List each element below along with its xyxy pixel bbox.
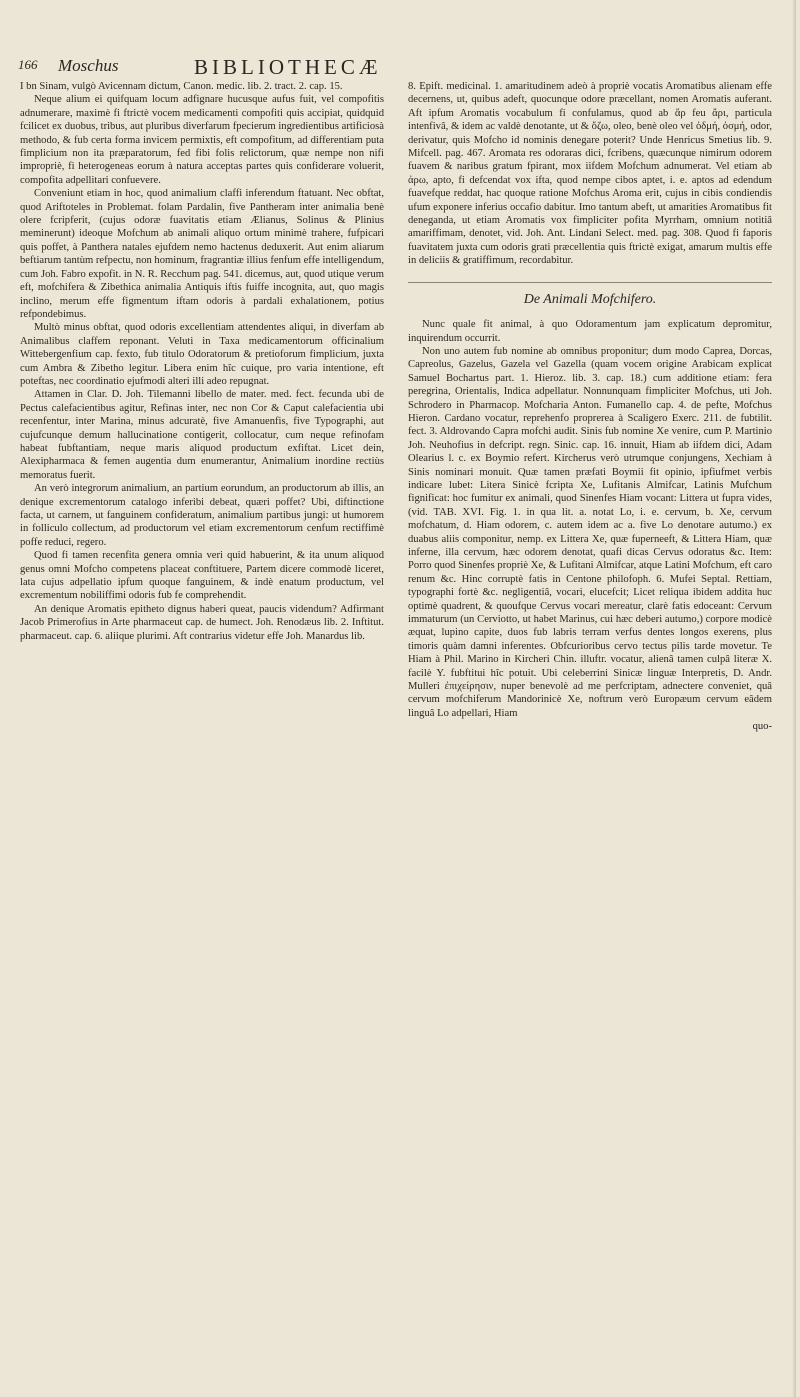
paragraph: Nunc quale fit animal, à quo Odoramentum jam explicatum depromitur, inquirendum occurrit. <box>408 319 772 344</box>
paragraph: I bn Sinam, vulgò Avicennam dictum, Canon. medic. lib. 2. tract. 2. cap. 15. <box>20 81 343 92</box>
catchword: quo- <box>752 721 772 733</box>
page-edge <box>792 0 796 1397</box>
paragraph: Non uno autem fub nomine ab omnibus proponitur; dum modo Caprea, Dorcas, Capreolus, Gazelus, Gazela vel Gazella (quam vocem origine Arabicam explicat Samuel Bochartus part. 1. Hieroz. lib. 3. cap. 18.) cum additione etiam: fera peregrina, Orientalis, Indica adpellatur. Nonnunquam fimpliciter Mofchus, uti Joh. Schrodero in Pharmacop. Mofcharia Anton. Fumanello cap. 4. de pefte, Mofchus Hieron. Cardano vocatur, reprehenfo proprerea à Scaligero Exerc. 211. de fubtilit. fect. 3. Aldrovando Capra mofchi audit. Sinis fub nomine Xe venire, cum P. Martinio Joh. Neuhofius in defcript. regn. Sinic. cap. 16. innuit, Hiam ab iifdem dici, Adam Olearius l. c. ex Boymio refert. Kircherus verò utrumque conjungens, Xechiam à Sinis nominari monuit. Quæ tamen præfati Boymii fit opinio, ipfiufmet verbis indicare lubet: Litera Sinicè fcripta Xe, Lufitanis Almifcar, Latinis Mufchum fignificat: hoc fumitur ex animali, quod Sinenfes Hiam vocant: Littera ut fupra vides, (vid. TAB. XVI. Fig. 1. in qua lit. a. notat Lo, i. e. cervum, b. Xe, cervum mofchatum, d. Hiam odorem, c. autem idem ac a. five Lo denotare autumo.) ex duabus aliis componitur, nemp. ex Littera Xe, quæ fuperneeft, & Littera Hiam, quæ inferne, illa cervum, hæc odorem denotat, quafi dicas Cervus odoratus &c. Item: Porro quod Sinenfes propriè Xe, & Lufitani Almifcar, atque Latini Mofchum, eft caro renum &c. Hinc corruptè fatis in Centone philofoph. 6. Mufei Septal. Rettiam, typographi fortè &c. negligentiâ, vocari, elucefcit; Licet reliqua ibidem addita huc optimè quadrent, & quoufque Cervus vocari mereatur, clarè fatis edoceant: Cervum immaturum (un Cerviotto, ut habet Marinus, cui hæc deberi autumo,) corpore modicè æquat, lupino capite, duos fub labris terram verfus dentes longos exerens, plus timoris quàm damni inferentes. Obfcurioribus cervo tectus pilis tarde movetur. Te Hiam à Phil. Marino in Kircheri Chin. illuftr. vocatur, alienâ tamen culpâ literæ X. facilè Y. fubftitui hîc potuit. Ubi celeberrini Sinicæ linguæ Interpretis, D. Andr. Mulleri ἐπιχείρησιν, nuper benevolè ad me perfcriptam, adnectere conveniet, quâ cervum mofchiferum Mandorinicè Xe, noftrum verò Europæum cervum eâdem linguâ Lo adpellari, Hiam <box>408 345 772 719</box>
running-word: Moschus <box>58 56 119 75</box>
paragraph: An verò integrorum animalium, an partium eorundum, an productorum ab illis, an denique excrementorum catalogo inferibi debeat, quæri poffet? Ubi, diftinctione facta, ut carnem, ut fanguinem confideratum, animalium partibus jungi: ut humorem in folliculo collectum, ad productorum vel etiam excrementorum cenfum rectiffimè poffe reduci, regero. <box>20 483 384 548</box>
paragraph: An denique Aromatis epitheto dignus haberi queat, paucis videndum? Adfirmant Jacob Primerofius in Arte pharmaceut cap. de humect. Joh. Renodæus lib. 2. Inftitut. pharmaceut. cap. 6. aliique plurimi. Aft contrarius videtur effe Joh. Manardus lib. <box>20 603 384 642</box>
paragraph: 8. Epift. medicinal. 1. amaritudinem adeò à propriè vocatis Aromatibus alienam effe decernens, ut, quibus adeft, quocunque odore præcellant, nomen Aromatis auferant. Aft ipfum Aromatis vocabulum fi confulamus, quod ab ἄρ feu ἄρι, particula intenfivâ, & idem ac valdè denotante, ut & ὄζω, oleo, benè oleo vel ὀδμή, ὀσμή, odor, derivatur, quis Mofcho id nominis denegare poterit? Unde Henricus Smetius lib. 9. Mifcell. pag. 467. Aromata res odoraras dici, fcribens, quæcunque nimirum odorem fuavem & naribus gratum fpirant, mox iifdem Mofchum adnumerat. Vel etiam ab ἀρω, apto, fi defcendat vox ifta, quod nempe cibos aptet, i. e. aptos ad edendum fuavefque reddat, hac quoque ratione Mofchus Aroma erit, cujus in cibis condiendis ufum exponere inferius occafio dabitur. Imo tantum abeft, ut amarities Aromatibus fit deneganda, ut etiam Aromatis vox fimpliciter pofita Myrrham, omnium notitiâ amariffimam, denotet, vid. Joh. Ant. Lindani Select. med. pag. 308. Quod fi faporis fuavitatem juxta cum odoris grati præcellentia quis ftrictè exigat, amarum multis effe in deliciis & gratiffimum, recordabitur. <box>408 81 772 267</box>
paragraph: Conveniunt etiam in hoc, quod animalium claffi inferendum ftatuant. Nec obftat, quod Ariftoteles in Problemat. folam Pardalin, five Pantheram inter animalia benè olere fcripferit, (cujus odoræ fuavitatis etiam Ælianus, Solinus & Plinius meminerunt) ideoque Mofchum ab animali aliquo ortum minimè trahere, fufpicari quis poffet, à Panthera natales ejufdem nemo hactenus deduxerit. Aut enim aliarum beftiarum tantùm refpectu, non hominum, fragrantiæ illius fenfum effe intelligendum, cum Joh. Fabro expofit. in N. R. Recchum pag. 541. dicemus, aut, quod utique verum eft, mofchifera & Zibethica animalia Antiquis iftis fuiffe incognita, aut, quo magis inclino, merum effe figmentum iftam odoris à pardali exhalationem, potius refpondebimus. <box>20 188 385 320</box>
paragraph: Quod fi tamen recenfita genera omnia veri quid habuerint, & ita unum aliquod genus omni Mofcho competens placeat conftituere, Partem dicere commodè liceret, lata cujus adpellatio ipfum quoque fanguinem, & indè enatum productum, vel excrementum nobiliffimi odoris fub fe comprehendit. <box>20 550 384 602</box>
left-column <box>20 80 384 643</box>
page-number: 166 <box>18 57 38 72</box>
right-column <box>408 80 772 734</box>
paragraph: Attamen in Clar. D. Joh. Tilemanni libello de mater. med. fect. fecunda ubi de Pectus calefacientibus agitur, Refinas inter, nec non Cor & Caput calefacientia ubi recenfentur, inter Marina, minus adcuratè, five Amanuenfis, five Typographi, aut cujufcunque demum hallucinatione contigerit, collocatur, cum neque refinofam habeat fubftantiam, neque maris aliquod productum exfiftat. Licet dein, Alexipharmaca & femen augentia dum enumerantur, Animalium inordine rectiùs memoratus fuerit. <box>20 389 384 481</box>
section-title: De Animali Mofchifero. <box>408 282 772 306</box>
running-title: BIBLIOTHECÆ <box>194 55 382 79</box>
paragraph: Neque alium ei quifquam locum adfignare hucusque aufus fuit, vel compofitis adnumerare, maximè fi ftrictè vocem medicamenti compofiti quis accipiat, quidquid fcilicet ex duobus, tribus, aut pluribus diverfarum fpecierum ingredientibus artificiosà methodo, & fub certa forma invicem permixtis, eft compofitum, ad differentiam puta fimplicium non ita præparatorum, fed fibi folis relictorum, quæ nempe non nifi impropriè, fi heterogeneas eorum à natura acceptas partes quis confiderare voluerit, compofita adpellitari confuevere. <box>20 94 384 186</box>
paragraph: Multò minus obftat, quod odoris excellentiam attendentes aliqui, in diverfam ab Animalibus claffem reponant. Veluti in Taxa medicamentorum officinalium Wittebergenfium cap. fexto, fub titulo Odoratorum & pretioforum fimplicium, juxta cum Ambra & Zibetho legitur. Libera enim hîc cuique, pro varia intentione, eft poteftas, nec coordinatio ejufmodi alteri illi adeo repugnat. <box>20 322 384 387</box>
